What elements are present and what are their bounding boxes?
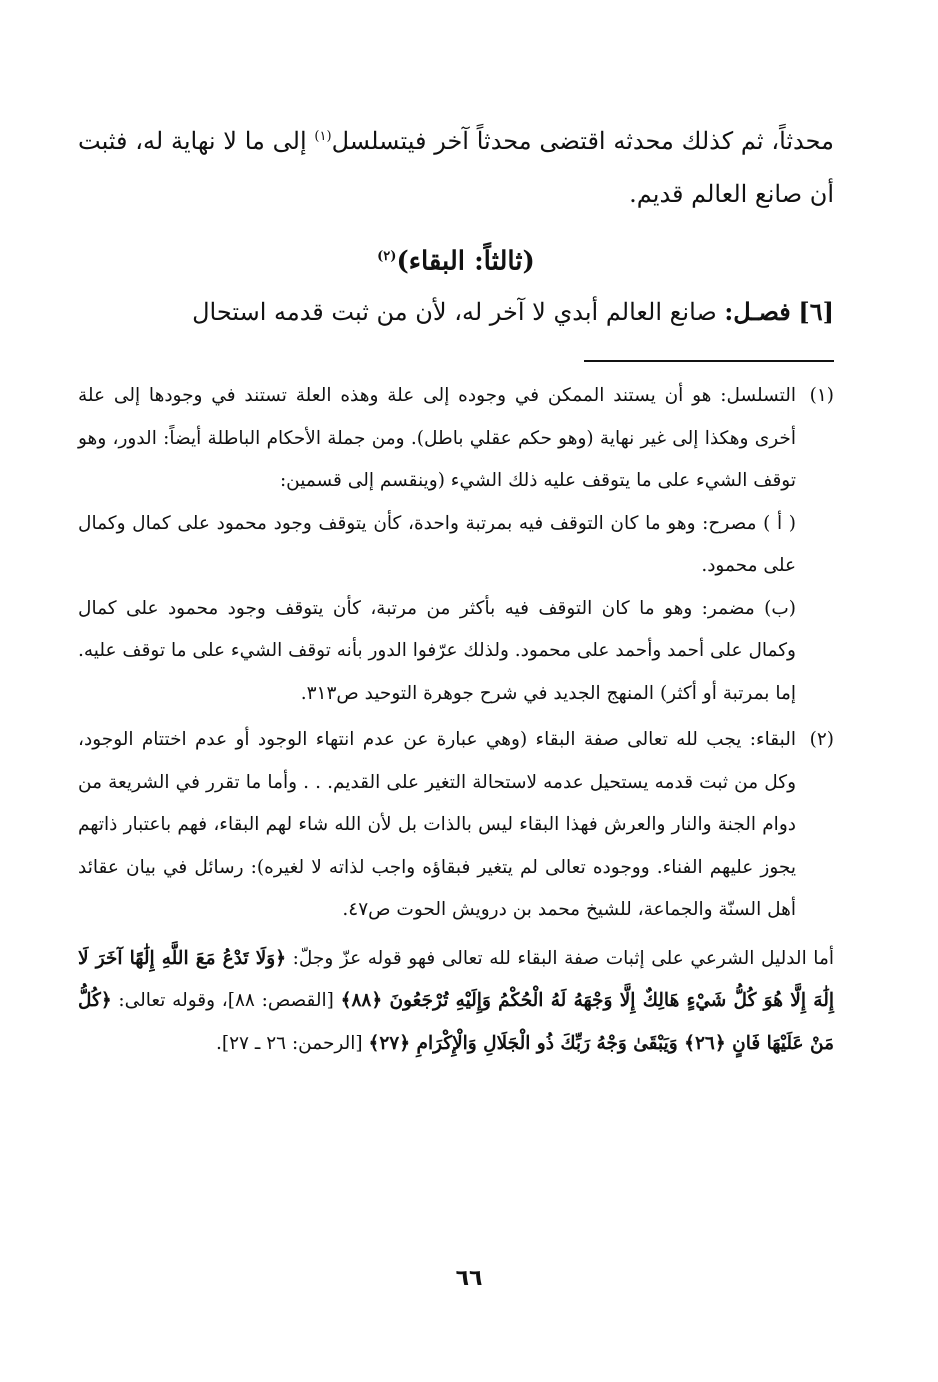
footnote-1 [78,375,834,715]
page-number: ٦٦ [455,1266,483,1291]
footnotes [78,375,834,1065]
footnote-text: التسلسل: هو أن يستند الممكن في وجوده إلى علة وهذه العلة تستند في وجودها إلى علة أخرى وهكذا إلى غير نهاية (وهو حكم عقلي باطل). ومن جملة الأحكام الباطلة أيضاً: الدور، وهو توقف الشيء على ما يتوقف عليه ذلك الشيء (وينقسم إلى قسمين: [78,385,796,491]
footnote-subitem-b: (ب) مضمر: وهو ما كان التوقف فيه بأكثر من مرتبة، كأن يتوقف وجود محمود على كمال وكمال على أحمد وأحمد على محمود. ولذلك عرّفوا الدور بأنه توقف الشيء على ما توقف عليه. إما بمرتبة أو أكثر) المنهج الجديد في شرح جوهرة التوحيد ص٣١٣. [78,597,796,704]
section-text: صانع العالم أبدي لا آخر له، لأن من ثبت قدمه استحال [192,297,725,326]
evidence-intro: أما الدليل الشرعي على إثبات صفة البقاء لله تعالى فهو قوله عزّ وجلّ: [286,947,834,969]
section-title: فصـل: [724,296,791,326]
footnote-text: البقاء: يجب لله تعالى صفة البقاء (وهي عبارة عن عدم انتهاء الوجود أو عدم اختتام الوجود، وكل من ثبت قدمه يستحيل عدمه لاستحالة التغير على القديم. . . وأما ما تقرر في الشريعة من دوام الجنة والنار والعرش فهذا البقاء ليس بالذات بل لأن الله شاء لهم البقاء، فهم باعتبار ذاتهم يجوز عليهم الفناء. ووجوده تعالى لم يتغير فبقاؤه واجب لذاته لا لغيره): رسائل في بيان عقائد أهل السنّة والجماعة، للشيخ محمد بن درويش الحوت ص٤٧. [78,729,796,920]
section-heading [78,235,834,284]
verse-reference-1: [القصص: ٨٨]، وقوله تعالى: [111,990,341,1011]
footnote-divider [584,360,834,362]
section-paragraph [78,290,834,334]
evidence-paragraph [78,938,834,1066]
book-page [78,110,834,1310]
heading-text: (ثالثاً: البقاء) [396,246,535,277]
footnote-number: (١) [809,385,834,406]
main-paragraph [78,110,834,221]
footnote-ref-2: (٢) [377,249,397,264]
footnote-body [78,375,796,715]
main-paragraph-text: محدثاً، ثم كذلك محدثه اقتضى محدثاً آخر فيتسلسل [331,127,835,155]
verse-reference-2: [الرحمن: ٢٦ ـ ٢٧]. [216,1032,369,1054]
main-text [78,110,834,221]
section-number: [٦] [798,296,834,326]
footnote-number: (٢) [809,729,834,750]
quran-verse-2: ﴿كُلُّ مَنْ عَلَيْهَا فَانٍ ﴿٢٦﴾ وَيَبْقَىٰ وَجْهُ رَبِّكَ ذُو الْجَلَالِ وَالْإِكْرَامِ ﴿٢٧﴾ [78,990,834,1054]
footnote-2 [78,719,834,932]
footnote-ref-1: (١) [314,129,332,144]
footnote-body [78,719,796,932]
footnote-subitem-a: ( أ ) مصرح: وهو ما كان التوقف فيه بمرتبة واحدة، كأن يتوقف وجود محمود على كمال وكمال على محمود. [78,512,796,576]
main-paragraph-text-rest: إلى ما لا نهاية له، فثبت أن صانع العالم قديم. [78,127,834,208]
quran-verse-1: ﴿وَلَا تَدْعُ مَعَ اللَّهِ إِلَٰهًا آخَرَ لَا إِلَٰهَ إِلَّا هُوَ كُلُّ شَيْءٍ هَالِكٌ إِلَّا وَجْهَهُ لَهُ الْحُكْمُ وَإِلَيْهِ تُرْجَعُونَ ﴿٨٨﴾ [78,947,834,1011]
